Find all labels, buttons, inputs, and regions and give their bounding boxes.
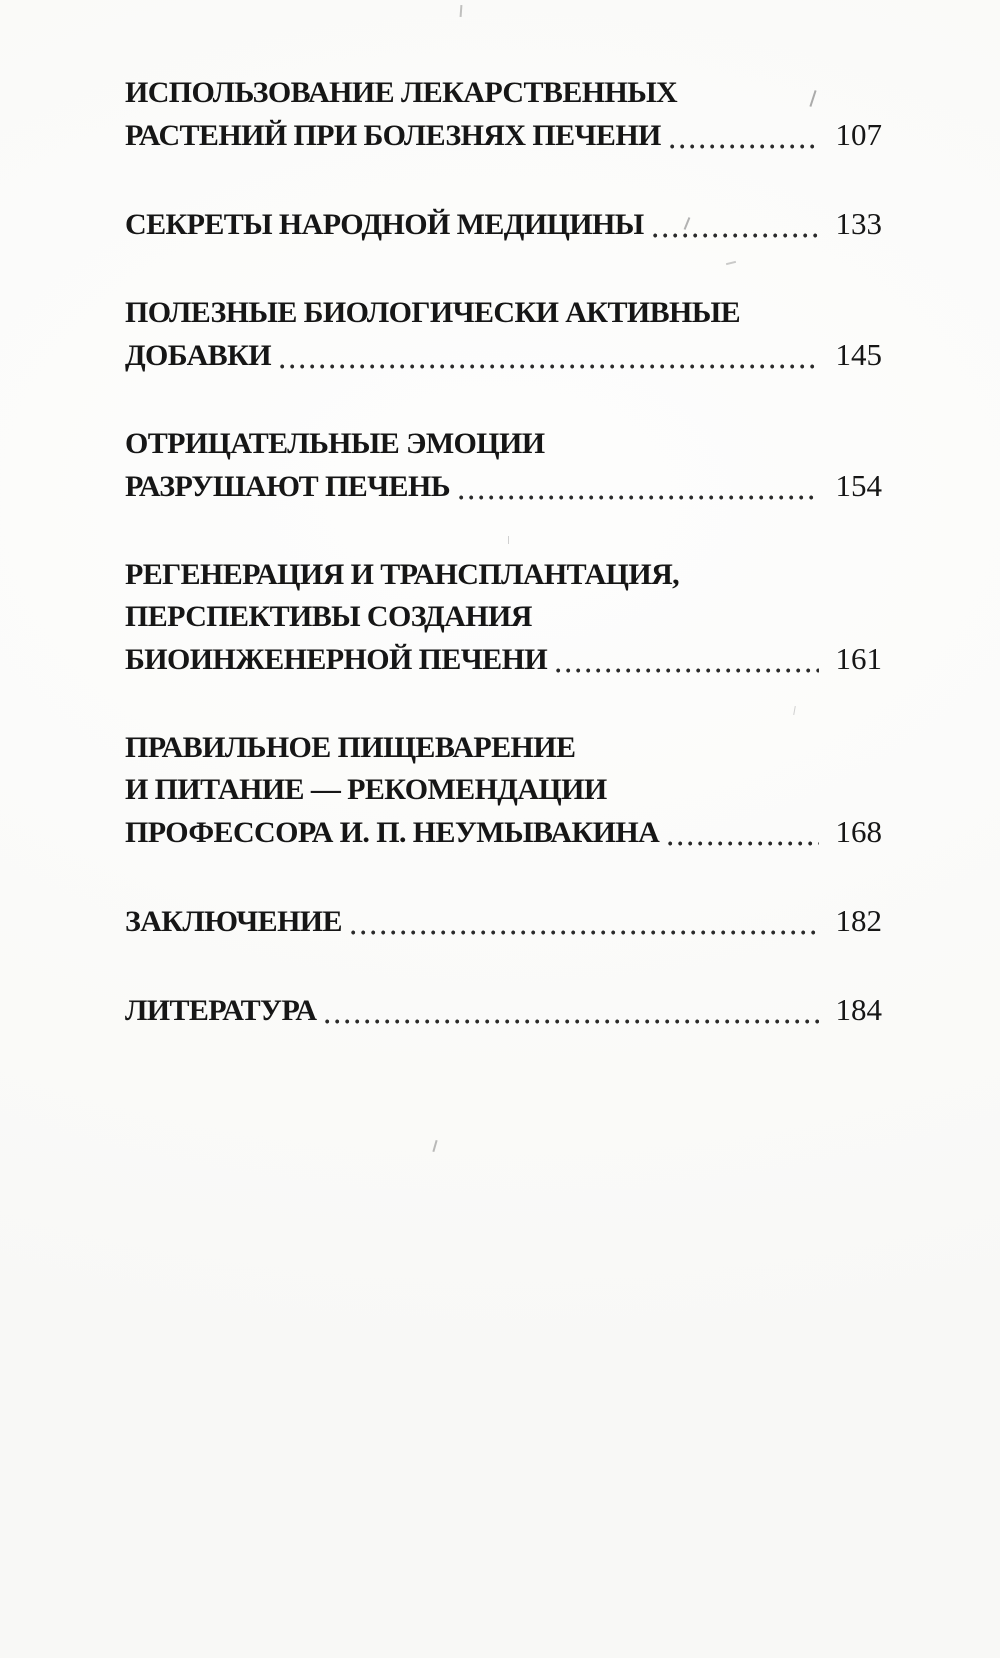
dot-leader [556, 668, 819, 673]
toc-entry [125, 292, 882, 377]
toc-entry-title: ДОБАВКИ [125, 339, 271, 372]
dot-leader [653, 233, 819, 238]
toc-entry-line [125, 727, 882, 769]
toc-entry-line [125, 900, 882, 943]
dot-leader [670, 144, 819, 149]
toc-entry-title: И ПИТАНИЕ — РЕКОМЕНДАЦИИ [125, 773, 607, 806]
toc-entry-title: ПОЛЕЗНЫЕ БИОЛОГИЧЕСКИ АКТИВНЫЕ [125, 296, 741, 329]
toc-entry-title: РЕГЕНЕРАЦИЯ И ТРАНСПЛАНТАЦИЯ, [125, 558, 680, 591]
toc-entry [125, 989, 882, 1032]
toc-entry-title: БИОИНЖЕНЕРНОЙ ПЕЧЕНИ [125, 643, 548, 676]
dot-leader [459, 495, 819, 500]
toc-entry-line [125, 554, 882, 596]
toc-entry-line [125, 334, 882, 377]
toc-entry-title: СЕКРЕТЫ НАРОДНОЙ МЕДИЦИНЫ [125, 208, 644, 241]
toc-entry-line [125, 465, 882, 508]
toc-entry-title: ПЕРСПЕКТИВЫ СОЗДАНИЯ [125, 600, 532, 633]
page-number: 133 [835, 206, 882, 241]
page-number: 107 [835, 117, 882, 152]
page-number: 154 [835, 468, 882, 503]
toc-entry-line [125, 114, 882, 157]
toc-entry [125, 72, 882, 157]
table-of-contents [125, 72, 882, 1032]
toc-entry-line [125, 596, 882, 638]
dot-leader [351, 930, 819, 935]
toc-entry-line [125, 769, 882, 811]
toc-entry-title: ПРОФЕССОРА И. П. НЕУМЫВАКИНА [125, 816, 660, 849]
toc-entry-title: ОТРИЦАТЕЛЬНЫЕ ЭМОЦИИ [125, 427, 545, 460]
toc-entry-line [125, 638, 882, 681]
toc-entry [125, 900, 882, 943]
scan-artifact [508, 536, 509, 544]
toc-entry-title: РАСТЕНИЙ ПРИ БОЛЕЗНЯХ ПЕЧЕНИ [125, 119, 661, 152]
page-number: 184 [835, 992, 882, 1027]
toc-entry [125, 554, 882, 681]
toc-entry-title: ЛИТЕРАТУРА [125, 994, 317, 1027]
dot-leader [325, 1019, 819, 1024]
page-number: 161 [835, 641, 882, 676]
toc-entry [125, 727, 882, 854]
toc-entry-line [125, 989, 882, 1032]
toc-entry-line [125, 811, 882, 854]
toc-entry-line [125, 423, 882, 465]
scan-artifact [432, 1140, 437, 1152]
toc-entry-title: РАЗРУШАЮТ ПЕЧЕНЬ [125, 470, 450, 503]
dot-leader [280, 364, 819, 369]
toc-entry-title: ПРАВИЛЬНОЕ ПИЩЕВАРЕНИЕ [125, 731, 576, 764]
toc-entry-title: ИСПОЛЬЗОВАНИЕ ЛЕКАРСТВЕННЫХ [125, 76, 678, 109]
page-number: 145 [835, 337, 882, 372]
toc-entry [125, 423, 882, 508]
toc-entry-line [125, 203, 882, 246]
page-number: 168 [835, 814, 882, 849]
page-number: 182 [835, 903, 882, 938]
toc-entry-title: ЗАКЛЮЧЕНИЕ [125, 905, 342, 938]
toc-entry-line [125, 72, 882, 114]
toc-entry [125, 203, 882, 246]
toc-entry-line [125, 292, 882, 334]
dot-leader [668, 841, 819, 846]
scan-artifact [460, 5, 463, 17]
